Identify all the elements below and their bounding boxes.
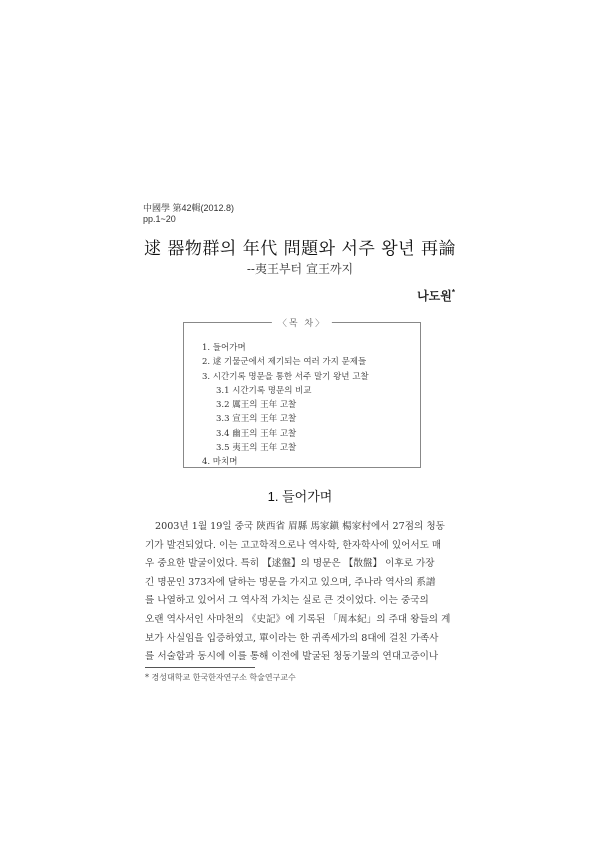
table-of-contents bbox=[183, 319, 421, 468]
body-line: 를 나열하고 있어서 그 역사적 가치는 실로 큰 것이었다. 이는 중국의 bbox=[145, 595, 429, 607]
journal-volume: 中國學 第42輯(2012.8) bbox=[143, 203, 235, 213]
body-line: 를 서술함과 동시에 이를 통해 이전에 발굴된 청동기물의 연대고증이나 bbox=[145, 651, 439, 663]
body-line: 긴 명문인 373자에 달하는 명문을 가지고 있으며, 주나라 역사의 系譜 bbox=[145, 576, 436, 588]
body-line: 2003년 1월 19일 중국 陝西省 眉縣 馬家鎭 楊家村에서 27점의 청동 bbox=[155, 521, 445, 532]
body-line: 보가 사실임을 입증하였고, 單이라는 한 귀족세가의 8대에 걸친 가족사 bbox=[145, 632, 439, 644]
toc-subitem: 3.5 夷王의 王年 고찰 bbox=[216, 443, 297, 454]
author-name: 나도원 bbox=[417, 289, 452, 303]
body-line: 우 중요한 발굴이었다. 특히 【逑盤】의 명문은 【散盤】 이후로 가장 bbox=[145, 558, 435, 570]
toc-item: 4. 마치며 bbox=[202, 457, 238, 468]
toc-subitem: 3.4 幽王의 王年 고찰 bbox=[216, 428, 297, 439]
body-line: 오랜 역사서인 사마천의 《史記》에 기록된 「周本紀」의 주대 왕들의 계 bbox=[145, 613, 451, 625]
toc-heading: 〈목 차〉 bbox=[272, 316, 332, 329]
toc-list bbox=[202, 341, 369, 470]
footnote-divider bbox=[145, 667, 255, 668]
body-line: 기가 발견되었다. 이는 고고학적으로나 역사학, 한자학사에 있어서도 매 bbox=[145, 539, 442, 551]
author bbox=[417, 287, 455, 304]
paper-subtitle: --夷王부터 宣王까지 bbox=[246, 262, 354, 276]
footnote: * 경성대학교 한국한자연구소 학술연구교수 bbox=[145, 673, 296, 682]
toc-item: 1. 들어가며 bbox=[202, 343, 246, 353]
journal-info bbox=[143, 203, 234, 225]
journal-pages: pp.1~20 bbox=[143, 214, 176, 224]
toc-item: 2. 逑 기물군에서 제기되는 여러 가지 문제들 bbox=[202, 357, 367, 368]
toc-subitem: 3.2 厲王의 王年 고찰 bbox=[216, 400, 297, 411]
toc-item: 3. 시간기록 명문을 통한 서주 말기 왕년 고찰 bbox=[202, 371, 369, 382]
body-paragraph bbox=[145, 518, 455, 667]
toc-subitem: 3.3 宣王의 王年 고찰 bbox=[216, 414, 297, 425]
paper-title: 逑 器物群의 年代 問題와 서주 왕년 再論 bbox=[144, 239, 456, 259]
author-footnote-mark: * bbox=[451, 288, 455, 297]
section-heading: 1. 들어가며 bbox=[267, 489, 333, 504]
toc-subitem: 3.1 시간기록 명문의 비교 bbox=[216, 385, 312, 396]
